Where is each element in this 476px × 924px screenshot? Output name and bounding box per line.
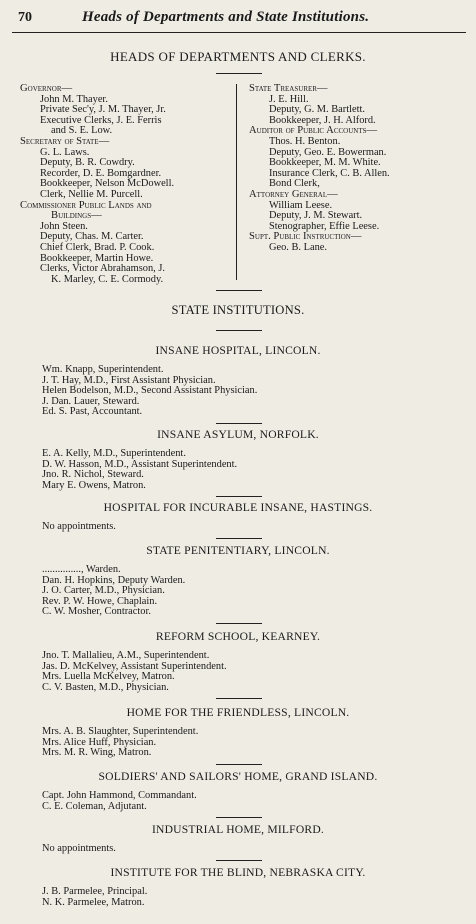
column-line: Commissioner Public Lands and: [20, 199, 152, 211]
institution-heading: INSANE HOSPITAL, LINCOLN.: [155, 344, 321, 357]
column-line: Bookkeeper, Nelson McDowell.: [40, 178, 175, 190]
staff-line: N. K. Parmelee, Matron.: [42, 896, 145, 908]
staff-line: Mrs. Alice Huff, Physician.: [42, 736, 157, 748]
institution-staff: [42, 565, 462, 618]
section-rule: [216, 330, 262, 331]
staff-line: Ed. S. Past, Accountant.: [42, 406, 143, 418]
staff-line: Jas. D. McKelvey, Assistant Superintendent.: [42, 660, 227, 672]
column-line: John Steen.: [40, 220, 88, 232]
left-column: [20, 84, 232, 285]
institution-staff: [42, 651, 462, 693]
page-number: 70: [18, 10, 32, 25]
column-line: Chief Clerk, Brad. P. Cook.: [40, 241, 155, 253]
column-line: Deputy, G. M. Bartlett.: [269, 104, 366, 116]
column-line: Bond Clerk,: [269, 178, 320, 190]
staff-line: C. E. Coleman, Adjutant.: [42, 800, 147, 812]
column-line: Deputy, J. M. Stewart.: [269, 210, 363, 222]
institution-staff: [42, 844, 462, 855]
staff-line: Jno. T. Mallalieu, A.M., Superintendent.: [42, 650, 210, 661]
staff-line: D. W. Hasson, M.D., Assistant Superintendent.: [42, 458, 238, 470]
running-header: [12, 8, 466, 33]
main-title: HEADS OF DEPARTMENTS AND CLERKS.: [110, 49, 366, 64]
section-rule: [216, 764, 262, 765]
institution-staff: [42, 449, 462, 491]
staff-line: No appointments.: [42, 843, 116, 854]
staff-line: C. V. Basten, M.D., Physician.: [42, 681, 169, 693]
institution-heading: HOSPITAL FOR INCURABLE INSANE, HASTINGS.: [103, 501, 373, 514]
staff-line: Capt. John Hammond, Commandant.: [42, 790, 197, 801]
column-line: K. Marley, C. E. Cormody.: [51, 273, 164, 285]
column-line: Private Sec'y, J. M. Thayer, Jr.: [40, 104, 166, 116]
column-line: Bookkeeper, Martin Howe.: [40, 252, 154, 264]
staff-line: Helen Bodelson, M.D., Second Assistant Physician.: [42, 385, 258, 397]
section-rule: [216, 623, 262, 624]
column-divider: [236, 84, 237, 280]
column-line: G. L. Laws.: [40, 146, 90, 158]
institution-heading: SOLDIERS' AND SAILORS' HOME, GRAND ISLAND.: [98, 770, 378, 783]
staff-line: Mrs. A. B. Slaughter, Superintendent.: [42, 726, 199, 737]
title-rule: [216, 73, 262, 74]
staff-line: ..............., Warden.: [42, 564, 121, 575]
column-line: Deputy, Chas. M. Carter.: [40, 231, 144, 243]
column-line: Insurance Clerk, C. B. Allen.: [269, 167, 390, 179]
staff-line: Dan. H. Hopkins, Deputy Warden.: [42, 574, 186, 586]
column-line: Deputy, Geo. E. Bowerman.: [269, 146, 387, 158]
staff-line: J. Dan. Lauer, Steward.: [42, 395, 140, 407]
staff-line: Jno. R. Nichol, Steward.: [42, 469, 144, 481]
column-line: Thos. H. Benton.: [269, 135, 341, 147]
column-line: State Treasurer—: [249, 83, 328, 94]
staff-line: No appointments.: [42, 521, 116, 532]
institutions-title: STATE INSTITUTIONS.: [171, 303, 305, 317]
institution-heading: INDUSTRIAL HOME, MILFORD.: [151, 823, 325, 836]
staff-line: J. B. Parmelee, Principal.: [42, 886, 148, 897]
column-line: John M. Thayer.: [40, 93, 108, 105]
staff-line: C. W. Mosher, Contractor.: [42, 606, 151, 618]
column-line: Geo. B. Lane.: [269, 241, 327, 253]
column-line: Auditor of Public Accounts—: [249, 125, 378, 137]
column-line: Supt. Public Instruction—: [249, 231, 362, 243]
column-line: Secretary of State—: [20, 135, 110, 147]
section-rule: [216, 423, 262, 424]
staff-line: Mrs. M. R. Wing, Matron.: [42, 747, 152, 759]
institution-staff: [42, 727, 462, 759]
institution-heading: INSTITUTE FOR THE BLIND, NEBRASKA CITY.: [110, 866, 366, 879]
section-rule: [216, 698, 262, 699]
staff-line: Wm. Knapp, Superintendent.: [42, 364, 164, 375]
column-line: Bookkeeper, J. H. Alford.: [269, 114, 376, 126]
column-line: Clerk, Nellie M. Purcell.: [40, 188, 143, 200]
staff-line: Rev. P. W. Howe, Chaplain.: [42, 595, 158, 607]
column-line: William Leese.: [269, 199, 333, 211]
institution-staff: [42, 791, 462, 812]
institution-staff: [42, 887, 462, 908]
institution-heading: STATE PENITENTIARY, LINCOLN.: [146, 544, 330, 557]
column-line: Executive Clerks, J. E. Ferris: [40, 114, 162, 126]
column-line: Deputy, B. R. Cowdry.: [40, 157, 135, 169]
institution-heading: REFORM SCHOOL, KEARNEY.: [155, 630, 321, 643]
staff-line: J. T. Hay, M.D., First Assistant Physician.: [42, 374, 216, 386]
column-line: J. E. Hill.: [269, 93, 309, 105]
institution-staff: [42, 522, 462, 533]
column-line: Attorney General—: [249, 188, 338, 200]
staff-line: J. O. Carter, M.D., Physician.: [42, 585, 165, 597]
staff-line: Mary E. Owens, Matron.: [42, 479, 146, 491]
right-column: [249, 84, 469, 254]
column-line: Governor—: [20, 83, 73, 94]
running-title: Heads of Departments and State Institutions.: [82, 9, 370, 25]
column-line: Stenographer, Effie Leese.: [269, 220, 380, 232]
section-rule: [216, 817, 262, 818]
column-line: Buildings—: [51, 210, 102, 222]
column-line: Recorder, D. E. Bomgardner.: [40, 167, 162, 179]
section-rule: [216, 538, 262, 539]
section-rule: [216, 496, 262, 497]
staff-line: E. A. Kelly, M.D., Superintendent.: [42, 448, 186, 459]
column-line: Clerks, Victor Abrahamson, J.: [40, 263, 166, 275]
column-line: and S. E. Low.: [51, 125, 113, 137]
institution-heading: INSANE ASYLUM, NORFOLK.: [157, 428, 319, 441]
institution-staff: [42, 365, 462, 418]
staff-line: Mrs. Luella McKelvey, Matron.: [42, 671, 175, 683]
section-rule: [216, 290, 262, 291]
institution-heading: HOME FOR THE FRIENDLESS, LINCOLN.: [126, 706, 350, 719]
column-line: Bookkeeper, M. M. White.: [269, 157, 381, 169]
section-rule: [216, 860, 262, 861]
